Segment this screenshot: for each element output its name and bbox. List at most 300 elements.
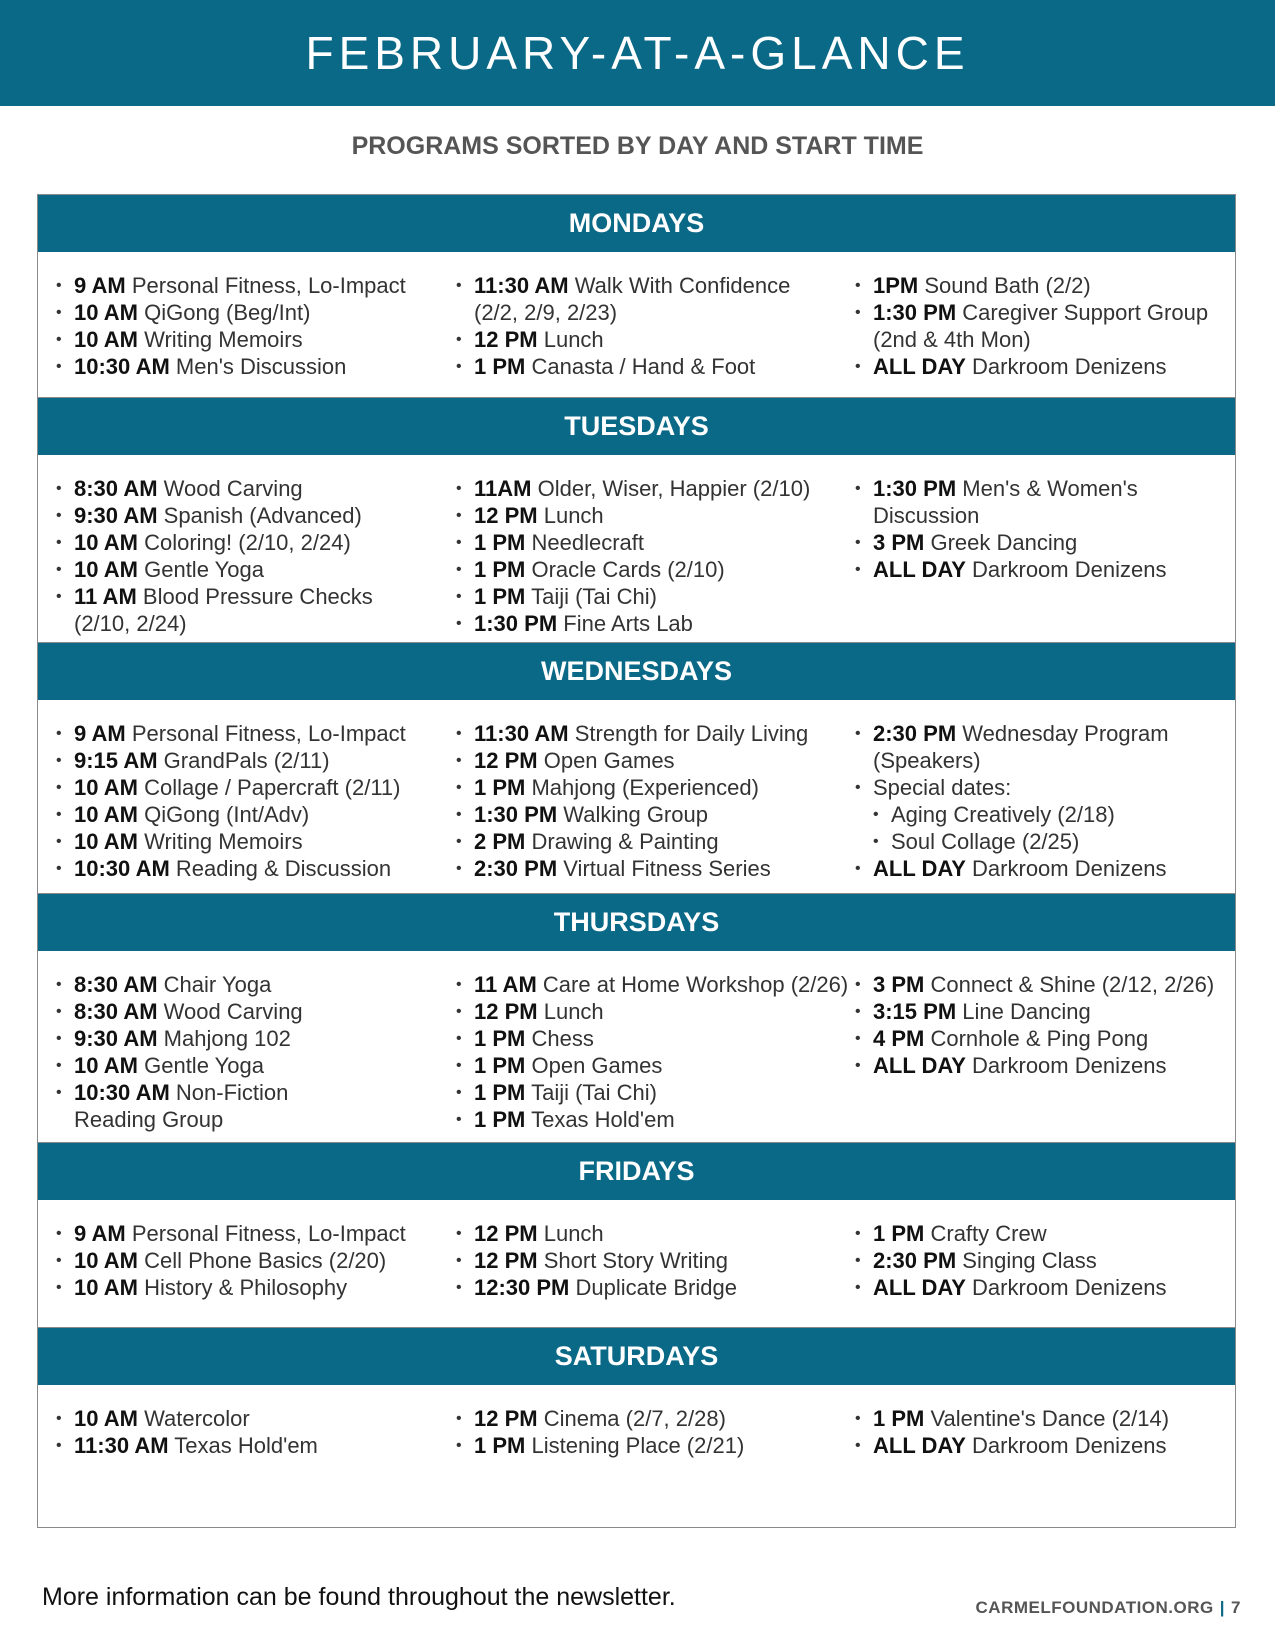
program-item	[454, 502, 838, 529]
bullet-icon: •	[456, 1279, 462, 1296]
program-name: Lunch	[543, 327, 604, 352]
program-item	[853, 1432, 1233, 1459]
bullet-icon: •	[456, 1410, 462, 1427]
program-name: Gentle Yoga	[144, 557, 265, 582]
program-column	[54, 1405, 434, 1459]
program-item	[54, 326, 434, 353]
program-item	[853, 556, 1233, 583]
program-name: Darkroom Denizens	[972, 557, 1167, 582]
bullet-icon: •	[456, 615, 462, 632]
program-item	[454, 1079, 838, 1106]
program-time: 10 AM	[74, 775, 138, 800]
title-banner	[0, 0, 1275, 106]
bullet-icon: •	[456, 561, 462, 578]
program-time: 1PM	[873, 273, 919, 298]
program-column	[454, 1220, 838, 1301]
program-time: 10 AM	[74, 557, 138, 582]
program-name: Personal Fitness, Lo-Impact	[131, 273, 406, 298]
program-column	[853, 1405, 1233, 1459]
program-name: Wednesday Program	[962, 721, 1169, 746]
program-name-continued: (2/2, 2/9, 2/23)	[474, 300, 618, 325]
program-item	[853, 971, 1233, 998]
program-sub-item	[853, 801, 1233, 828]
program-item	[853, 299, 1233, 353]
program-item	[54, 1079, 434, 1133]
program-name: Darkroom Denizens	[972, 1433, 1167, 1458]
bullet-icon: •	[456, 507, 462, 524]
program-time: 12:30 PM	[474, 1275, 570, 1300]
program-time: 10 AM	[74, 829, 138, 854]
program-item	[454, 556, 838, 583]
program-item	[853, 272, 1233, 299]
program-name: GrandPals (2/11)	[163, 748, 330, 773]
program-name: Needlecraft	[531, 530, 644, 555]
program-item	[54, 855, 434, 882]
program-item	[853, 529, 1233, 556]
program-item	[853, 998, 1233, 1025]
program-name: Personal Fitness, Lo-Impact	[131, 1221, 406, 1246]
program-time: 2:30 PM	[873, 1248, 957, 1273]
program-name: Fine Arts Lab	[563, 611, 693, 636]
program-time: 12 PM	[474, 327, 538, 352]
footer-site-info	[976, 1598, 1241, 1618]
program-name: Singing Class	[962, 1248, 1097, 1273]
bullet-icon: •	[56, 779, 62, 796]
program-name: Listening Place (2/21)	[531, 1433, 745, 1458]
bullet-icon: •	[56, 806, 62, 823]
program-name: Walking Group	[563, 802, 708, 827]
program-time: 11 AM	[74, 584, 137, 609]
program-item	[54, 475, 434, 502]
program-name: Walk With Confidence	[574, 273, 791, 298]
program-item	[454, 326, 838, 353]
bullet-icon: •	[56, 725, 62, 742]
program-time: 10:30 AM	[74, 856, 170, 881]
program-name: Coloring! (2/10, 2/24)	[144, 530, 351, 555]
program-time: 9 AM	[74, 721, 126, 746]
schedule-table	[37, 194, 1236, 1528]
program-item	[454, 828, 838, 855]
program-column	[454, 475, 838, 637]
program-item	[54, 353, 434, 380]
bullet-icon: •	[855, 976, 861, 993]
program-item	[853, 1274, 1233, 1301]
program-time: 9 AM	[74, 273, 126, 298]
program-column	[54, 475, 434, 637]
bullet-icon: •	[56, 1030, 62, 1047]
program-name: Aging Creatively (2/18)	[891, 802, 1115, 827]
program-item	[853, 1220, 1233, 1247]
program-name: Darkroom Denizens	[972, 1053, 1167, 1078]
program-name: Men's Discussion	[175, 354, 347, 379]
day-header: SATURDAYS	[38, 1328, 1235, 1385]
bullet-icon: •	[855, 1410, 861, 1427]
day-header: TUESDAYS	[38, 398, 1235, 455]
program-name: Valentine's Dance (2/14)	[930, 1406, 1170, 1431]
program-time: 3 PM	[873, 972, 925, 997]
bullet-icon: •	[56, 277, 62, 294]
program-time: 12 PM	[474, 999, 538, 1024]
program-time: 1 PM	[474, 1053, 526, 1078]
program-time: 8:30 AM	[74, 476, 158, 501]
program-time: 1 PM	[474, 1026, 526, 1051]
program-time: ALL DAY	[873, 1275, 966, 1300]
program-item	[454, 1274, 838, 1301]
program-column	[853, 720, 1233, 882]
program-time: 10 AM	[74, 1406, 138, 1431]
program-item	[54, 1247, 434, 1274]
bullet-icon: •	[456, 331, 462, 348]
program-name: Men's & Women's	[962, 476, 1138, 501]
bullet-icon: •	[855, 1003, 861, 1020]
program-time: 1 PM	[873, 1406, 925, 1431]
program-name: Mahjong (Experienced)	[531, 775, 759, 800]
bullet-icon: •	[56, 480, 62, 497]
program-time: 1 PM	[873, 1221, 925, 1246]
program-name: Oracle Cards (2/10)	[531, 557, 725, 582]
program-time: 12 PM	[474, 1248, 538, 1273]
program-item	[54, 502, 434, 529]
program-name: Caregiver Support Group	[962, 300, 1209, 325]
program-time: ALL DAY	[873, 1433, 966, 1458]
program-item	[853, 720, 1233, 774]
bullet-icon: •	[456, 480, 462, 497]
program-time: 1 PM	[474, 557, 526, 582]
program-time: 10 AM	[74, 1248, 138, 1273]
program-item	[853, 774, 1233, 801]
program-name-continued: (Speakers)	[873, 748, 981, 773]
bullet-icon: •	[855, 779, 861, 796]
bullet-icon: •	[56, 1279, 62, 1296]
program-name: Strength for Daily Living	[574, 721, 809, 746]
day-programs	[38, 700, 1235, 894]
program-time: 8:30 AM	[74, 999, 158, 1024]
bullet-icon: •	[855, 1279, 861, 1296]
program-item	[454, 1025, 838, 1052]
bullet-icon: •	[56, 1410, 62, 1427]
program-time: 10 AM	[74, 530, 138, 555]
program-time: 9 AM	[74, 1221, 126, 1246]
bullet-icon: •	[855, 1225, 861, 1242]
bullet-icon: •	[456, 860, 462, 877]
bullet-icon: •	[56, 507, 62, 524]
program-name: Greek Dancing	[930, 530, 1078, 555]
day-header: MONDAYS	[38, 195, 1235, 252]
bullet-icon: •	[456, 588, 462, 605]
program-time: 2:30 PM	[873, 721, 957, 746]
bullet-icon: •	[56, 833, 62, 850]
program-item	[54, 1274, 434, 1301]
program-name: Open Games	[543, 748, 675, 773]
program-time: 12 PM	[474, 1406, 538, 1431]
program-column	[853, 971, 1233, 1079]
bullet-icon: •	[456, 725, 462, 742]
program-column	[54, 720, 434, 882]
bullet-icon: •	[456, 277, 462, 294]
program-time: 10 AM	[74, 327, 138, 352]
bullet-icon: •	[56, 1252, 62, 1269]
program-time: 10 AM	[74, 802, 138, 827]
bullet-icon: •	[456, 1030, 462, 1047]
bullet-icon: •	[873, 833, 879, 850]
program-name: Watercolor	[144, 1406, 250, 1431]
program-name: Sound Bath (2/2)	[924, 273, 1091, 298]
program-name: Crafty Crew	[930, 1221, 1047, 1246]
program-name-continued: (2/10, 2/24)	[74, 611, 187, 636]
program-item	[54, 1405, 434, 1432]
program-column	[853, 475, 1233, 583]
bullet-icon: •	[855, 1057, 861, 1074]
program-item	[454, 1220, 838, 1247]
program-name: Connect & Shine (2/12, 2/26)	[930, 972, 1215, 997]
program-time: 11:30 AM	[474, 273, 569, 298]
program-column	[454, 1405, 838, 1459]
program-item	[454, 353, 838, 380]
bullet-icon: •	[456, 752, 462, 769]
program-name: Writing Memoirs	[144, 829, 303, 854]
program-name: History & Philosophy	[144, 1275, 348, 1300]
program-item	[54, 998, 434, 1025]
day-programs	[38, 1200, 1235, 1328]
program-name: Open Games	[531, 1053, 663, 1078]
program-item	[853, 855, 1233, 882]
program-item	[454, 1106, 838, 1133]
program-item	[54, 971, 434, 998]
bullet-icon: •	[456, 1003, 462, 1020]
program-time: 1:30 PM	[873, 476, 957, 501]
program-item	[454, 774, 838, 801]
program-item	[454, 855, 838, 882]
bullet-icon: •	[855, 480, 861, 497]
bullet-icon: •	[855, 1437, 861, 1454]
program-item	[54, 299, 434, 326]
program-name: QiGong (Beg/Int)	[144, 300, 311, 325]
program-time: 3:15 PM	[873, 999, 957, 1024]
bullet-icon: •	[56, 1057, 62, 1074]
program-column	[454, 272, 838, 380]
program-name: Line Dancing	[962, 999, 1091, 1024]
bullet-icon: •	[855, 304, 861, 321]
bullet-icon: •	[56, 304, 62, 321]
program-item	[54, 801, 434, 828]
program-time: 10 AM	[74, 300, 138, 325]
program-time: ALL DAY	[873, 557, 966, 582]
bullet-icon: •	[456, 1057, 462, 1074]
bullet-icon: •	[56, 561, 62, 578]
program-name: Wood Carving	[163, 476, 303, 501]
program-name: Chess	[531, 1026, 594, 1051]
program-column	[454, 971, 849, 1133]
program-name: Taiji (Tai Chi)	[531, 584, 657, 609]
program-column	[853, 1220, 1233, 1301]
program-name-continued: Discussion	[873, 503, 980, 528]
program-time: 11:30 AM	[474, 721, 569, 746]
program-time: 3 PM	[873, 530, 925, 555]
program-item	[853, 353, 1233, 380]
day-header: WEDNESDAYS	[38, 643, 1235, 700]
bullet-icon: •	[855, 561, 861, 578]
program-name: Duplicate Bridge	[575, 1275, 737, 1300]
program-time: 1 PM	[474, 1433, 526, 1458]
bullet-icon: •	[855, 1030, 861, 1047]
program-name: Canasta / Hand & Foot	[531, 354, 756, 379]
bullet-icon: •	[456, 1437, 462, 1454]
program-column	[54, 1220, 434, 1301]
program-item	[454, 801, 838, 828]
bullet-icon: •	[855, 534, 861, 551]
bullet-icon: •	[456, 779, 462, 796]
bullet-icon: •	[56, 860, 62, 877]
bullet-icon: •	[56, 534, 62, 551]
bullet-icon: •	[855, 277, 861, 294]
program-time: 10 AM	[74, 1275, 138, 1300]
program-item	[853, 1025, 1233, 1052]
bullet-icon: •	[456, 976, 462, 993]
program-item	[454, 720, 838, 747]
program-time: ALL DAY	[873, 354, 966, 379]
bullet-icon: •	[56, 1225, 62, 1242]
program-name: Care at Home Workshop (2/26)	[542, 972, 849, 997]
program-name: Reading & Discussion	[175, 856, 392, 881]
bullet-icon: •	[56, 976, 62, 993]
program-name: Collage / Papercraft (2/11)	[144, 775, 401, 800]
program-item	[454, 998, 838, 1025]
bullet-icon: •	[56, 358, 62, 375]
page-number: 7	[1231, 1598, 1241, 1617]
bullet-icon: •	[56, 1003, 62, 1020]
program-name: Blood Pressure Checks	[142, 584, 373, 609]
bullet-icon: •	[56, 1084, 62, 1101]
program-name: Virtual Fitness Series	[563, 856, 771, 881]
bullet-icon: •	[456, 833, 462, 850]
program-item	[454, 971, 849, 998]
program-name: Non-Fiction	[175, 1080, 289, 1105]
program-time: 11 AM	[474, 972, 537, 997]
footer-site-link[interactable]: CARMELFOUNDATION.ORG	[975, 1598, 1214, 1617]
program-item	[54, 1432, 434, 1459]
program-name: Soul Collage (2/25)	[891, 829, 1080, 854]
bullet-icon: •	[456, 1225, 462, 1242]
program-name: Texas Hold'em	[531, 1107, 675, 1132]
day-programs	[38, 252, 1235, 398]
bullet-icon: •	[56, 1437, 62, 1454]
program-name: Older, Wiser, Happier (2/10)	[537, 476, 811, 501]
bullet-icon: •	[456, 806, 462, 823]
program-item	[853, 1247, 1233, 1274]
program-item	[54, 747, 434, 774]
day-header: FRIDAYS	[38, 1143, 1235, 1200]
footer-separator: |	[1219, 1598, 1226, 1617]
program-time: 4 PM	[873, 1026, 925, 1051]
program-item	[54, 774, 434, 801]
bullet-icon: •	[855, 860, 861, 877]
bullet-icon: •	[873, 806, 879, 823]
program-name: Darkroom Denizens	[972, 856, 1167, 881]
program-time: 10:30 AM	[74, 1080, 170, 1105]
program-item	[454, 1052, 838, 1079]
program-name: Wood Carving	[163, 999, 303, 1024]
program-time: 9:15 AM	[74, 748, 158, 773]
bullet-icon: •	[456, 1084, 462, 1101]
bullet-icon: •	[456, 534, 462, 551]
program-time: 11:30 AM	[74, 1433, 169, 1458]
program-time: 10 AM	[74, 1053, 138, 1078]
program-item	[454, 475, 838, 502]
program-name: Writing Memoirs	[144, 327, 303, 352]
page-subtitle: PROGRAMS SORTED BY DAY AND START TIME	[351, 132, 924, 160]
program-item	[454, 583, 838, 610]
program-item	[454, 1247, 838, 1274]
bullet-icon: •	[56, 752, 62, 769]
day-programs	[38, 951, 1235, 1143]
bullet-icon: •	[56, 331, 62, 348]
program-name: Lunch	[543, 1221, 604, 1246]
program-time: 1 PM	[474, 775, 526, 800]
program-name-continued: (2nd & 4th Mon)	[873, 327, 1031, 352]
program-item	[454, 610, 838, 637]
program-item	[454, 747, 838, 774]
program-name: Chair Yoga	[163, 972, 272, 997]
program-time: 12 PM	[474, 748, 538, 773]
program-name: Drawing & Painting	[531, 829, 719, 854]
program-item	[54, 1052, 434, 1079]
bullet-icon: •	[56, 588, 62, 605]
program-column	[454, 720, 838, 882]
program-name: Gentle Yoga	[144, 1053, 265, 1078]
program-time: 2:30 PM	[474, 856, 558, 881]
program-time: 9:30 AM	[74, 503, 158, 528]
program-time: ALL DAY	[873, 856, 966, 881]
program-time: 1 PM	[474, 1080, 526, 1105]
program-name: Personal Fitness, Lo-Impact	[131, 721, 406, 746]
program-time: ALL DAY	[873, 1053, 966, 1078]
program-name: Short Story Writing	[543, 1248, 728, 1273]
program-item	[54, 529, 434, 556]
program-time: 12 PM	[474, 503, 538, 528]
program-name: Lunch	[543, 999, 604, 1024]
program-name: Darkroom Denizens	[972, 354, 1167, 379]
program-item	[54, 583, 434, 637]
program-name: Texas Hold'em	[174, 1433, 318, 1458]
program-time: 1:30 PM	[474, 802, 558, 827]
program-item	[454, 529, 838, 556]
program-item	[54, 828, 434, 855]
program-name: Taiji (Tai Chi)	[531, 1080, 657, 1105]
program-column	[54, 971, 434, 1133]
footer-note: More information can be found throughout the newsletter.	[42, 1583, 676, 1611]
program-sub-item	[853, 828, 1233, 855]
bullet-icon: •	[855, 725, 861, 742]
bullet-icon: •	[456, 358, 462, 375]
program-time: 1 PM	[474, 530, 526, 555]
program-time: 1:30 PM	[873, 300, 957, 325]
page-title: FEBRUARY-AT-A-GLANCE	[305, 27, 970, 79]
program-time: 1 PM	[474, 584, 526, 609]
program-name: Mahjong 102	[163, 1026, 291, 1051]
program-item	[853, 1405, 1233, 1432]
bullet-icon: •	[855, 358, 861, 375]
program-item	[454, 1405, 838, 1432]
program-item	[54, 1025, 434, 1052]
program-item	[54, 556, 434, 583]
program-time: 1:30 PM	[474, 611, 558, 636]
program-time: 10:30 AM	[74, 354, 170, 379]
program-name: Spanish (Advanced)	[163, 503, 362, 528]
program-time: 11AM	[474, 476, 532, 501]
program-time: 2 PM	[474, 829, 526, 854]
bullet-icon: •	[456, 1252, 462, 1269]
program-item	[853, 1052, 1233, 1079]
